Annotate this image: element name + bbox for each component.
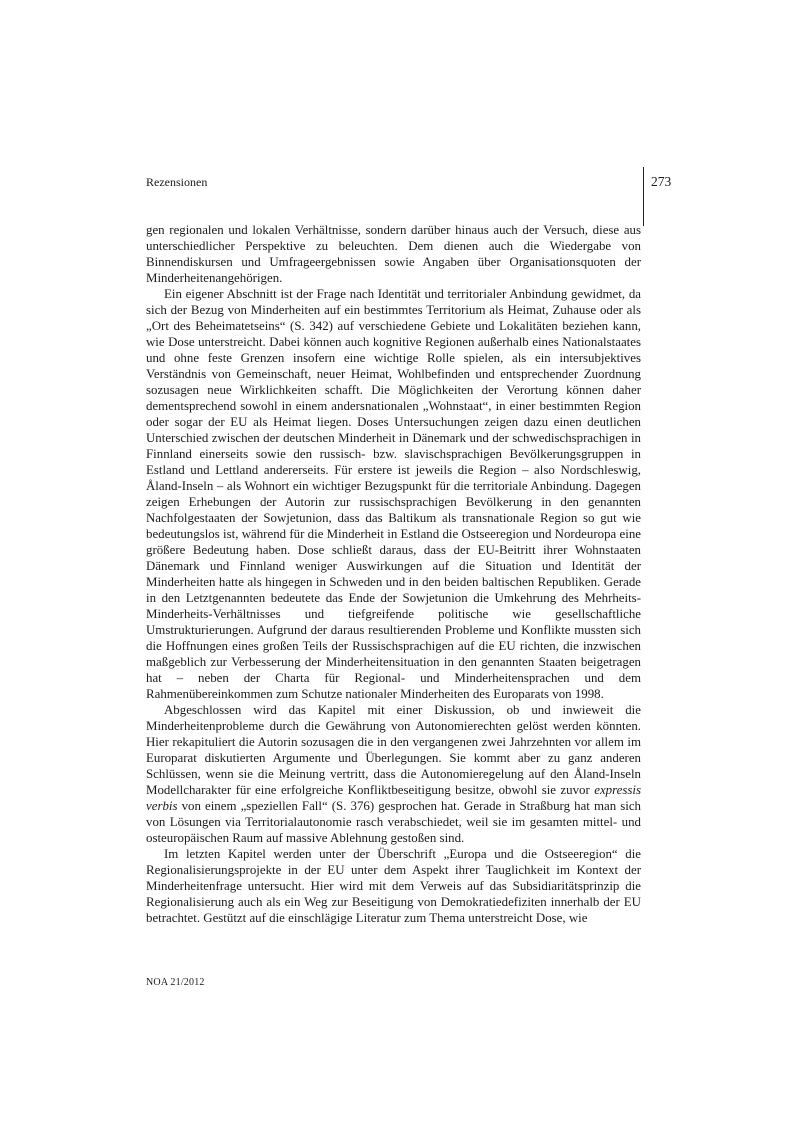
body-text <box>146 222 641 926</box>
journal-footer: NOA 21/2012 <box>146 977 205 988</box>
paragraph-3-part-2: von einem „speziellen Fall“ (S. 376) gesprochen hat. Gerade in Straßburg hat man sich von Lösungen via Territorialautonomie rasch verabschiedet, weil sie im gesamten mittel- und osteuropäischen Raum auf massive Ablehnung gestoßen sind. <box>146 799 641 845</box>
running-head: Rezensionen <box>146 175 208 189</box>
header-divider <box>643 167 644 226</box>
paragraph-3 <box>146 702 641 846</box>
paragraph-2: Ein eigener Abschnitt ist der Frage nach Identität und territorialer Anbindung gewidmet, da sich der Bezug von Minderheiten auf ein bestimmtes Territorium als Heimat, Zuhause oder als „Ort des Beheimatetseins“ (S. 342) auf verschiedene Gebiete und Lokalitäten beziehen kann, wie Dose unterstreicht. Dabei können auch kognitive Regionen außerhalb eines Nationalstaates und ohne feste Grenzen insofern eine wichtige Rolle spielen, als ein intersubjektives Verständnis von Gemeinschaft, neuer Heimat, Wohlbefinden und entsprechender Zuordnung sozusagen neue Wirklichkeiten schafft. Die Möglichkeiten der Verortung können daher dementsprechend sowohl in einem andersnationalen „Wohnstaat“, in einer bestimmten Region oder sogar der EU als Heimat liegen. Doses Untersuchungen zeigen dazu einen deutlichen Unterschied zwischen der deutschen Minderheit in Dänemark und der schwedischsprachigen in Finnland einerseits sowie den russisch- bzw. slavischsprachigen Bevölkerungsgruppen in Estland und Lettland andererseits. Für erstere ist jeweils die Region – also Nordschleswig, Åland-Inseln – als Wohnort ein wichtiger Bezugspunkt für die territoriale Anbindung. Dagegen zeigen Erhebungen der Autorin zur russischsprachigen Bevölkerung in den genannten Nachfolgestaaten der Sowjetunion, dass das Baltikum als transnationale Region so gut wie bedeutungslos ist, während für die Minderheit in Estland die Ostseeregion und Nordeuropa eine größere Bedeutung haben. Dose schließt daraus, dass der EU-Beitritt ihrer Wohnstaaten Dänemark und Finnland weniger Auswirkungen auf die Situation und Identität der Minderheiten hatte als hingegen in Schweden und in den beiden baltischen Republiken. Gerade in den Letztgenannten bedeutete das Ende der Sowjetunion die Umkehrung des Mehrheits-Minderheits-Verhältnisses und tiefgreifende politische wie gesellschaftliche Umstrukturierungen. Aufgrund der daraus resultierenden Probleme und Konflikte mussten sich die Hoffnungen eines großen Teils der Russischsprachigen auf die EU richten, die inzwischen maßgeblich zur Verbesserung der Minderheitensituation in den genannten Staaten beigetragen hat – neben der Charta für Regional- und Minderheitensprachen und dem Rahmenübereinkommen zum Schutze nationaler Minderheiten des Europarats von 1998. <box>146 287 641 701</box>
page-number: 273 <box>651 174 672 189</box>
paragraph-4: Im letzten Kapitel werden unter der Überschrift „Europa und die Ostseeregion“ die Regionalisierungsprojekte in der EU unter dem Aspekt ihrer Tauglichkeit im Kontext der Minderheitenfrage untersucht. Hier wird mit dem Verweis auf das Subsidiaritätsprinzip die Regionalisierung auch als ein Weg zur Beseitigung von Demokratiedefiziten innerhalb der EU betrachtet. Gestützt auf die einschlägige Literatur zum Thema unterstreicht Dose, wie <box>146 847 641 925</box>
paragraph-1: gen regionalen und lokalen Verhältnisse, sondern darüber hinaus auch der Versuch, diese aus unterschiedlicher Perspektive zu beleuchten. Dem dienen auch die Wiedergabe von Binnendiskursen und Umfrageergebnissen sowie Angaben über Organisationsquoten der Minderheitenangehörigen. <box>146 223 641 285</box>
paragraph-3-part-1: Abgeschlossen wird das Kapitel mit einer Diskussion, ob und inwieweit die Minderheitenprobleme durch die Gewährung von Autonomierechten gelöst werden könnten. Hier rekapituliert die Autorin sozusagen die in den vergangenen zwei Jahrzehnten vor allem im Europarat diskutierten Argumente und Überlegungen. Sie kommt aber zu ganz anderen Schlüssen, wenn sie die Meinung vertritt, dass die Autonomieregelung auf den Åland-Inseln Modellcharakter für eine erfolgreiche Konfliktbeseitigung besitze, obwohl sie zuvor <box>146 703 641 797</box>
paragraph-3-italic: expressis verbis <box>146 783 641 813</box>
